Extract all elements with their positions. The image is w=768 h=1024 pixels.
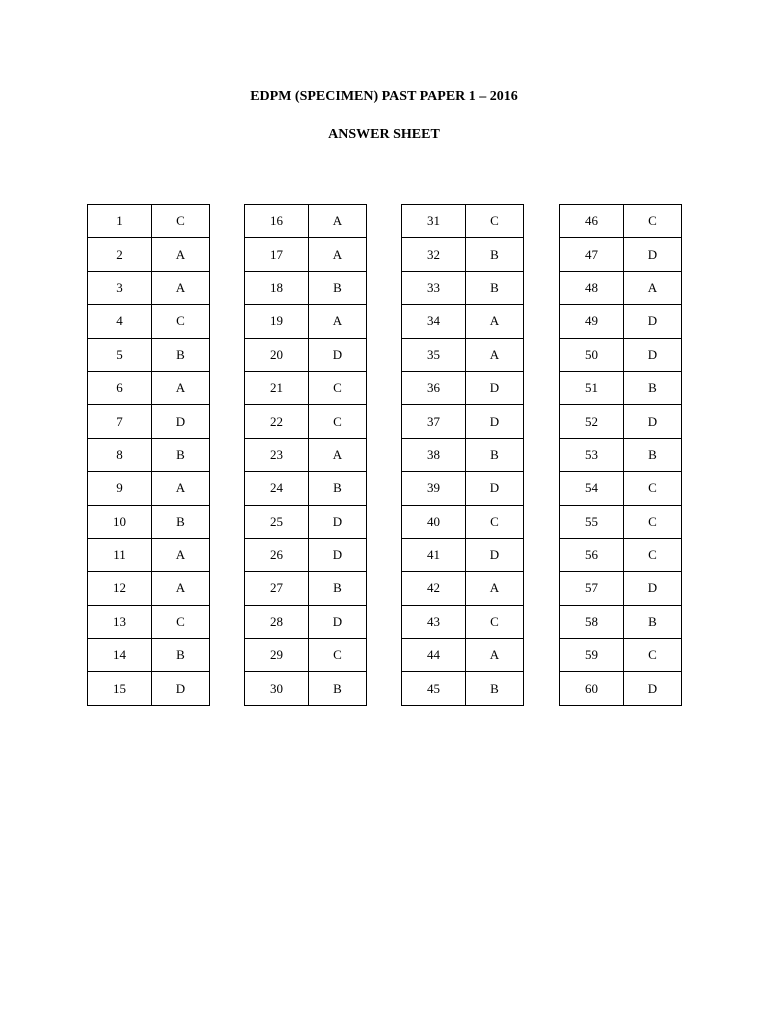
answer-row <box>88 505 210 538</box>
answer-row <box>402 271 524 304</box>
question-number: 50 <box>560 338 624 371</box>
answer-letter: B <box>152 639 210 672</box>
question-number: 28 <box>245 605 309 638</box>
question-number: 49 <box>560 305 624 338</box>
answer-letter: D <box>309 605 367 638</box>
question-number: 52 <box>560 405 624 438</box>
answer-row <box>402 371 524 404</box>
question-number: 1 <box>88 205 152 238</box>
answer-row <box>402 572 524 605</box>
answer-letter: D <box>309 505 367 538</box>
answer-letter: A <box>152 238 210 271</box>
answer-row <box>560 371 682 404</box>
answer-row <box>245 538 367 571</box>
question-number: 33 <box>402 271 466 304</box>
answer-letter: D <box>624 305 682 338</box>
answer-row <box>560 605 682 638</box>
answer-row <box>245 605 367 638</box>
answer-letter: A <box>152 371 210 404</box>
answer-row <box>402 538 524 571</box>
question-number: 3 <box>88 271 152 304</box>
answer-row <box>402 438 524 471</box>
question-number: 12 <box>88 572 152 605</box>
answer-row <box>560 205 682 238</box>
answer-row <box>402 505 524 538</box>
question-number: 58 <box>560 605 624 638</box>
answer-row <box>245 338 367 371</box>
question-number: 20 <box>245 338 309 371</box>
question-number: 32 <box>402 238 466 271</box>
answer-letter: A <box>152 572 210 605</box>
answer-letter: D <box>466 538 524 571</box>
answer-row <box>245 572 367 605</box>
answer-row <box>88 438 210 471</box>
question-number: 16 <box>245 205 309 238</box>
answer-letter: B <box>624 438 682 471</box>
question-number: 22 <box>245 405 309 438</box>
answer-letter: A <box>152 472 210 505</box>
answer-letter: A <box>309 238 367 271</box>
answer-row <box>560 238 682 271</box>
question-number: 18 <box>245 271 309 304</box>
answer-row <box>560 672 682 705</box>
answer-letter: D <box>624 572 682 605</box>
answer-letter: A <box>309 305 367 338</box>
question-number: 38 <box>402 438 466 471</box>
question-number: 10 <box>88 505 152 538</box>
answer-letter: B <box>466 672 524 705</box>
answer-letter: B <box>624 605 682 638</box>
question-number: 17 <box>245 238 309 271</box>
question-number: 59 <box>560 639 624 672</box>
answer-letter: D <box>309 538 367 571</box>
answer-letter: B <box>152 505 210 538</box>
page-subtitle: ANSWER SHEET <box>328 127 440 142</box>
answer-letter: B <box>624 371 682 404</box>
answer-letter: A <box>309 205 367 238</box>
answer-letter: B <box>466 271 524 304</box>
answer-row <box>402 305 524 338</box>
question-number: 57 <box>560 572 624 605</box>
answer-row <box>560 505 682 538</box>
question-number: 24 <box>245 472 309 505</box>
answer-letter: D <box>624 672 682 705</box>
question-number: 54 <box>560 472 624 505</box>
question-number: 43 <box>402 605 466 638</box>
answer-letter: A <box>309 438 367 471</box>
question-number: 5 <box>88 338 152 371</box>
answer-letter: B <box>309 271 367 304</box>
question-number: 40 <box>402 505 466 538</box>
answer-row <box>88 405 210 438</box>
question-number: 37 <box>402 405 466 438</box>
question-number: 56 <box>560 538 624 571</box>
answer-letter: C <box>152 605 210 638</box>
question-number: 25 <box>245 505 309 538</box>
answer-row <box>88 572 210 605</box>
question-number: 7 <box>88 405 152 438</box>
answer-row <box>245 405 367 438</box>
answer-letter: C <box>309 405 367 438</box>
answer-letter: C <box>466 505 524 538</box>
answer-row <box>560 438 682 471</box>
question-number: 35 <box>402 338 466 371</box>
answer-row <box>245 639 367 672</box>
answer-row <box>88 538 210 571</box>
answer-row <box>245 238 367 271</box>
answer-row <box>88 271 210 304</box>
question-number: 23 <box>245 438 309 471</box>
question-number: 6 <box>88 371 152 404</box>
question-number: 4 <box>88 305 152 338</box>
answer-table-1 <box>87 204 210 706</box>
answer-letter: A <box>466 639 524 672</box>
question-number: 45 <box>402 672 466 705</box>
answer-row <box>88 338 210 371</box>
answer-letter: D <box>624 238 682 271</box>
question-number: 53 <box>560 438 624 471</box>
answer-row <box>245 505 367 538</box>
answer-row <box>245 205 367 238</box>
answer-row <box>245 472 367 505</box>
answer-letter: C <box>309 371 367 404</box>
question-number: 47 <box>560 238 624 271</box>
answer-row <box>402 605 524 638</box>
question-number: 27 <box>245 572 309 605</box>
answer-letter: B <box>152 438 210 471</box>
page-title: EDPM (SPECIMEN) PAST PAPER 1 – 2016 <box>250 89 518 104</box>
answer-row <box>88 238 210 271</box>
question-number: 15 <box>88 672 152 705</box>
question-number: 19 <box>245 305 309 338</box>
question-number: 48 <box>560 271 624 304</box>
answer-letter: A <box>466 305 524 338</box>
question-number: 36 <box>402 371 466 404</box>
answer-letter: C <box>309 639 367 672</box>
answer-letter: A <box>624 271 682 304</box>
answer-row <box>245 271 367 304</box>
answer-row <box>560 472 682 505</box>
answer-letter: A <box>152 271 210 304</box>
answer-row <box>402 472 524 505</box>
question-number: 30 <box>245 672 309 705</box>
question-number: 8 <box>88 438 152 471</box>
answer-letter: B <box>152 338 210 371</box>
answer-letter: D <box>466 371 524 404</box>
answer-row <box>402 205 524 238</box>
answer-letter: D <box>152 672 210 705</box>
answer-letter: C <box>466 205 524 238</box>
answer-row <box>560 639 682 672</box>
answer-row <box>560 405 682 438</box>
answer-letter: C <box>152 305 210 338</box>
answer-letter: C <box>624 472 682 505</box>
answer-row <box>402 238 524 271</box>
question-number: 51 <box>560 371 624 404</box>
answer-table-4 <box>559 204 682 706</box>
answer-letter: B <box>466 238 524 271</box>
question-number: 46 <box>560 205 624 238</box>
answer-table-2 <box>244 204 367 706</box>
answer-row <box>88 371 210 404</box>
answer-letter: A <box>466 572 524 605</box>
answer-letter: B <box>309 672 367 705</box>
question-number: 2 <box>88 238 152 271</box>
answer-row <box>245 371 367 404</box>
question-number: 60 <box>560 672 624 705</box>
answer-row <box>560 338 682 371</box>
question-number: 34 <box>402 305 466 338</box>
answer-letter: D <box>152 405 210 438</box>
question-number: 44 <box>402 639 466 672</box>
question-number: 9 <box>88 472 152 505</box>
question-number: 21 <box>245 371 309 404</box>
answer-letter: C <box>624 205 682 238</box>
question-number: 14 <box>88 639 152 672</box>
answer-row <box>88 605 210 638</box>
question-number: 26 <box>245 538 309 571</box>
answer-row <box>245 672 367 705</box>
answer-letter: D <box>309 338 367 371</box>
answer-row <box>560 271 682 304</box>
answer-row <box>402 639 524 672</box>
answer-row <box>402 672 524 705</box>
answer-row <box>88 672 210 705</box>
answer-row <box>88 305 210 338</box>
answer-letter: C <box>152 205 210 238</box>
answer-letter: B <box>309 472 367 505</box>
answer-row <box>402 338 524 371</box>
question-number: 42 <box>402 572 466 605</box>
answer-row <box>88 639 210 672</box>
answer-row <box>88 472 210 505</box>
question-number: 11 <box>88 538 152 571</box>
answer-letter: C <box>624 538 682 571</box>
answer-row <box>245 305 367 338</box>
answer-letter: B <box>309 572 367 605</box>
answer-letter: C <box>624 505 682 538</box>
answer-letter: D <box>624 338 682 371</box>
question-number: 31 <box>402 205 466 238</box>
answer-row <box>245 438 367 471</box>
answer-letter: B <box>466 438 524 471</box>
question-number: 41 <box>402 538 466 571</box>
answer-letter: D <box>466 472 524 505</box>
question-number: 55 <box>560 505 624 538</box>
answer-row <box>560 572 682 605</box>
answer-table-3 <box>401 204 524 706</box>
answer-letter: A <box>152 538 210 571</box>
answer-row <box>402 405 524 438</box>
answer-letter: C <box>624 639 682 672</box>
answer-letter: D <box>624 405 682 438</box>
answer-row <box>88 205 210 238</box>
question-number: 29 <box>245 639 309 672</box>
answer-row <box>560 538 682 571</box>
answer-row <box>560 305 682 338</box>
answer-letter: C <box>466 605 524 638</box>
answer-letter: D <box>466 405 524 438</box>
question-number: 13 <box>88 605 152 638</box>
question-number: 39 <box>402 472 466 505</box>
answer-letter: A <box>466 338 524 371</box>
